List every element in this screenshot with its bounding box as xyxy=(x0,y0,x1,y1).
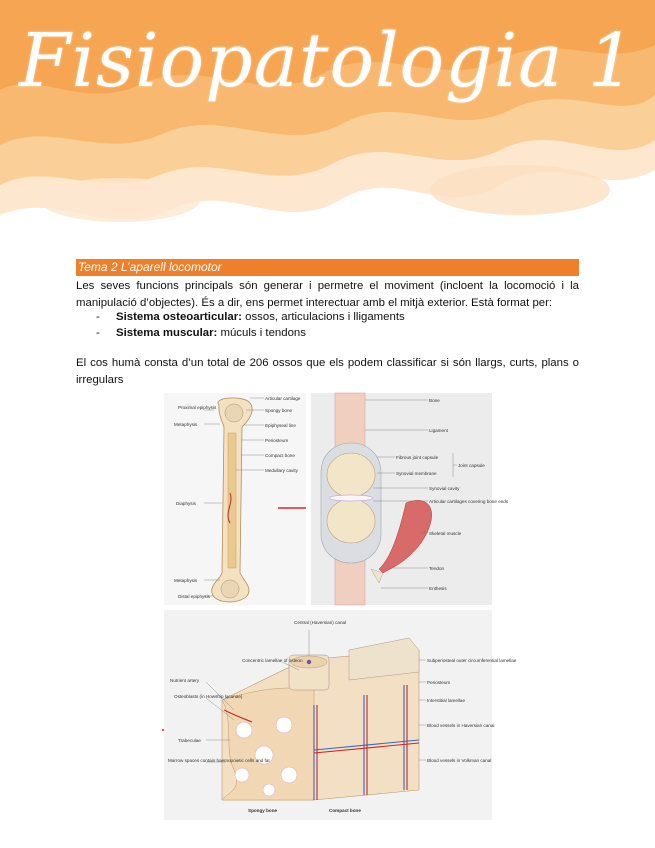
tissue-label-top: Central (Haversian) canal xyxy=(294,620,347,625)
bone-label-right: Medullary cavity xyxy=(265,468,298,473)
bullet-label: Sistema muscular: xyxy=(116,327,218,339)
bullet-label: Sistema osteoarticular: xyxy=(116,311,242,323)
tissue-label-left: Nutrient artery xyxy=(170,678,200,683)
bone-label-left: Metaphysis xyxy=(174,578,198,583)
joint-label: Tendon xyxy=(429,566,445,571)
bone-label-right: Spongy bone xyxy=(265,408,293,413)
bullet-dash: - xyxy=(96,311,100,323)
bullet-dash: - xyxy=(96,327,100,339)
synovial-joint-figure xyxy=(311,393,509,605)
joint-label: Synovial membrane xyxy=(396,471,437,476)
synovial-joint-illustration xyxy=(311,393,509,605)
tissue-label-bottom: Spongy bone xyxy=(248,808,278,813)
joint-label: Skeletal muscle xyxy=(429,531,462,536)
joint-label: Enthesis xyxy=(429,586,447,591)
tissue-label-left: Trabeculae xyxy=(178,738,201,743)
bones-paragraph: El cos humà consta d’un total de 206 ossos que els podem classificar si són llargs, curts, plans o irregulars xyxy=(76,357,579,386)
tissue-label-right: Interstitial lamellae xyxy=(427,698,466,703)
bullet-text: múculs i tendons xyxy=(217,327,306,339)
bone-tissue-figure xyxy=(164,610,517,820)
tissue-label-top: Concentric lamellae of osteon xyxy=(242,658,303,663)
bullet-item xyxy=(96,309,405,325)
bone-label-left: Diaphysis xyxy=(176,501,196,506)
bone-tissue-illustration xyxy=(164,610,517,820)
joint-label: Articular cartilages covering bone ends xyxy=(429,499,509,504)
tissue-label-bottom: Compact bone xyxy=(329,808,361,813)
tissue-label-left: Marrow spaces contain haemopoietic cells and fat xyxy=(168,758,270,763)
pointer-arrow xyxy=(276,505,308,511)
bone-label-left: Metaphysis xyxy=(174,422,198,427)
joint-label: Fibrous joint capsule xyxy=(396,455,439,460)
bone-label-right: Periosteum xyxy=(265,438,289,443)
tissue-label-right: Periosteum xyxy=(427,680,451,685)
joint-label: Synovial cavity xyxy=(429,486,460,491)
long-bone-illustration xyxy=(164,393,306,605)
bone-label-left: Proximal epiphysis xyxy=(178,405,217,410)
bone-label-left: Distal epiphysis xyxy=(178,594,210,599)
long-bone-figure xyxy=(164,393,306,605)
joint-label: Ligament xyxy=(429,428,448,433)
section-title: Tema 2 L’aparell locomotor xyxy=(78,260,222,274)
bone-label-right: Compact bone xyxy=(265,453,295,458)
tissue-label-right: Blood vessels in Volkman canal xyxy=(427,758,492,763)
bullet-text: ossos, articulacions i lligaments xyxy=(241,311,405,323)
bullet-item xyxy=(96,325,306,341)
tissue-label-right: Subperiosteal outer circumferential lamellae xyxy=(427,658,517,663)
joint-label: Joint capsule xyxy=(458,463,485,468)
page-title: Fisiopatologia 1 xyxy=(19,18,636,104)
bone-label-right: Epiphyseal line xyxy=(265,423,296,428)
bone-label-right: Articular cartilage xyxy=(265,396,301,401)
intro-paragraph: Les seves funcions principals són generar i permetre el moviment (incloent la locomoció i la manipulació d’objectes). És a dir, ens permet interectuar amb el mitjà exterior. Està format per: xyxy=(76,280,579,309)
tissue-label-left: Osteoblasts (in Howship lacunae) xyxy=(174,694,243,699)
joint-label: Bone xyxy=(429,398,440,403)
tissue-label-right: Blood vessels in Haversian canal xyxy=(427,723,495,728)
